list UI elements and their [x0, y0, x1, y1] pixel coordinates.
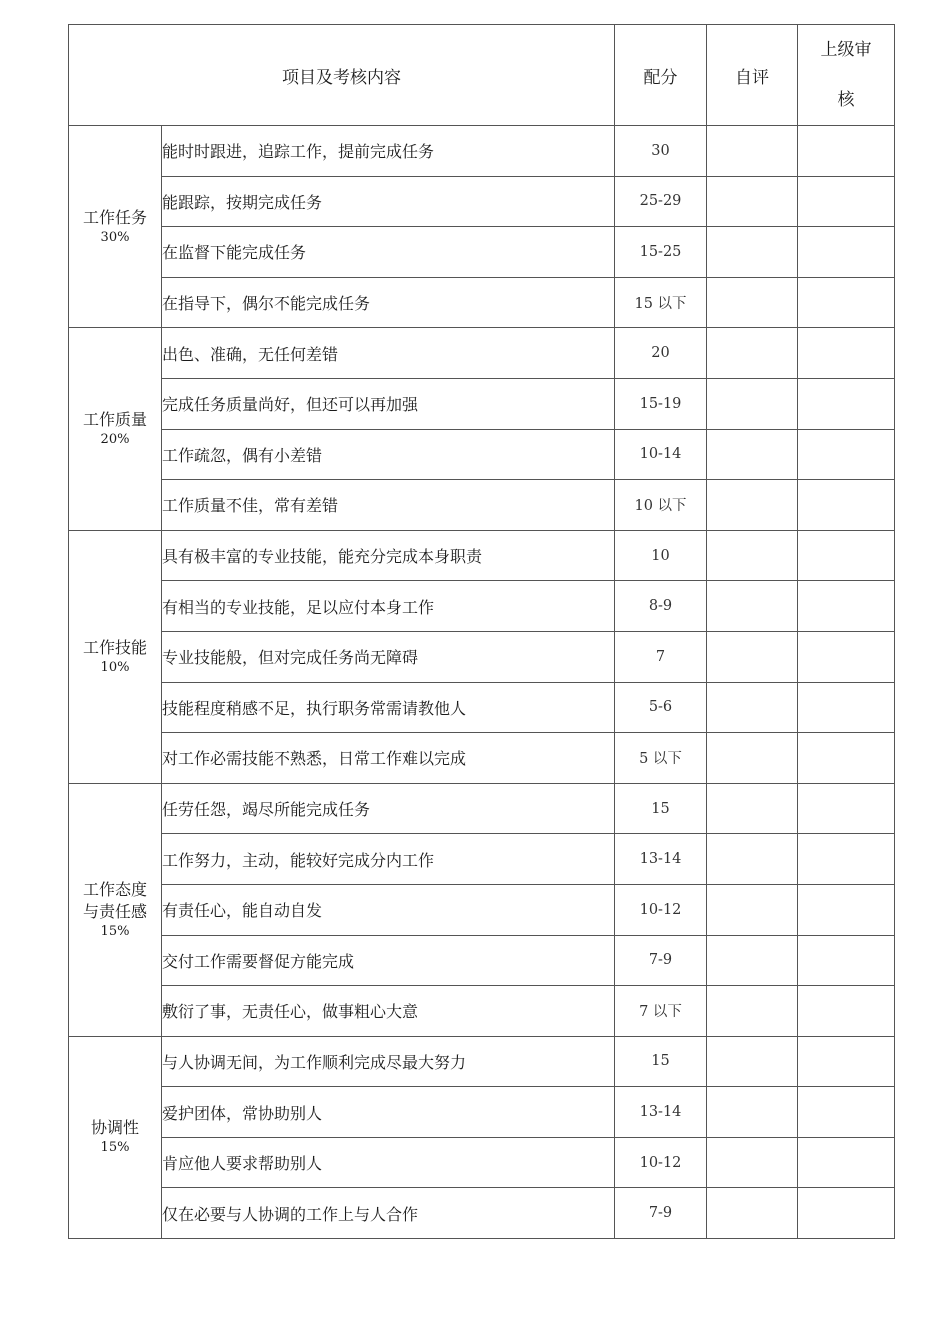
table-row: [69, 834, 895, 885]
category-percent: 20%: [100, 432, 130, 448]
self-eval-cell[interactable]: [707, 733, 798, 784]
category-name: 工作技能: [82, 637, 147, 657]
superior-review-cell[interactable]: [798, 631, 895, 682]
item-text: 能时时跟进，追踪工作，提前完成任务: [162, 126, 615, 177]
self-eval-cell[interactable]: [707, 126, 798, 177]
header-score: 配分: [615, 25, 707, 126]
self-eval-cell[interactable]: [707, 834, 798, 885]
self-eval-cell[interactable]: [707, 1188, 798, 1239]
item-text: 在指导下，偶尔不能完成任务: [162, 277, 615, 328]
item-score: 13-14: [615, 834, 707, 885]
header-content: 项目及考核内容: [69, 25, 615, 126]
superior-review-cell[interactable]: [798, 328, 895, 379]
item-text: 与人协调无间，为工作顺利完成尽最大努力: [162, 1036, 615, 1087]
superior-review-cell[interactable]: [798, 884, 895, 935]
header-superior-review: 上级审 核: [798, 25, 895, 126]
table-row: [69, 1036, 895, 1087]
item-text: 在监督下能完成任务: [162, 227, 615, 278]
item-text: 出色、准确，无任何差错: [162, 328, 615, 379]
table-row: [69, 682, 895, 733]
item-score: 5-6: [615, 682, 707, 733]
self-eval-cell[interactable]: [707, 1087, 798, 1138]
category-name-line2: 与责任感: [82, 901, 147, 921]
self-eval-cell[interactable]: [707, 429, 798, 480]
category-name-line1: 工作态度: [82, 879, 147, 899]
table-row: [69, 176, 895, 227]
category-name: 工作质量: [82, 410, 147, 430]
superior-review-cell[interactable]: [798, 530, 895, 581]
table-row: [69, 328, 895, 379]
item-score: 10-12: [615, 884, 707, 935]
category-percent: 10%: [100, 659, 130, 675]
superior-review-cell[interactable]: [798, 176, 895, 227]
table-row: [69, 581, 895, 632]
category-name: 工作任务: [82, 207, 147, 227]
category-work-skill: [69, 530, 162, 783]
superior-review-cell[interactable]: [798, 581, 895, 632]
table-row: [69, 1087, 895, 1138]
superior-review-cell[interactable]: [798, 783, 895, 834]
item-score: 7-9: [615, 1188, 707, 1239]
superior-review-cell[interactable]: [798, 126, 895, 177]
item-score: 15 以下: [615, 277, 707, 328]
superior-review-cell[interactable]: [798, 429, 895, 480]
header-row: [69, 25, 895, 126]
superior-review-cell[interactable]: [798, 682, 895, 733]
item-score: 30: [615, 126, 707, 177]
category-work-task: [69, 126, 162, 328]
table-row: [69, 227, 895, 278]
item-text: 能跟踪，按期完成任务: [162, 176, 615, 227]
table-row: [69, 783, 895, 834]
item-text: 肯应他人要求帮助别人: [162, 1137, 615, 1188]
self-eval-cell[interactable]: [707, 783, 798, 834]
superior-review-cell[interactable]: [798, 986, 895, 1037]
item-text: 工作疏忽，偶有小差错: [162, 429, 615, 480]
self-eval-cell[interactable]: [707, 581, 798, 632]
item-score: 5 以下: [615, 733, 707, 784]
item-score: 7 以下: [615, 986, 707, 1037]
item-score: 10-14: [615, 429, 707, 480]
table-row: [69, 429, 895, 480]
superior-review-cell[interactable]: [798, 733, 895, 784]
self-eval-cell[interactable]: [707, 986, 798, 1037]
table-row: [69, 277, 895, 328]
table-row: [69, 1188, 895, 1239]
item-text: 工作质量不佳，常有差错: [162, 480, 615, 531]
table-row: [69, 126, 895, 177]
self-eval-cell[interactable]: [707, 328, 798, 379]
superior-review-cell[interactable]: [798, 378, 895, 429]
category-work-attitude: [69, 783, 162, 1036]
self-eval-cell[interactable]: [707, 884, 798, 935]
item-text: 任劳任怨，竭尽所能完成任务: [162, 783, 615, 834]
item-score: 15: [615, 1036, 707, 1087]
item-text: 具有极丰富的专业技能，能充分完成本身职责: [162, 530, 615, 581]
item-text: 交付工作需要督促方能完成: [162, 935, 615, 986]
category-percent: 15%: [100, 1140, 130, 1156]
self-eval-cell[interactable]: [707, 631, 798, 682]
item-text: 完成任务质量尚好，但还可以再加强: [162, 378, 615, 429]
item-text: 仅在必要与人协调的工作上与人合作: [162, 1188, 615, 1239]
evaluation-table: [68, 24, 895, 1239]
table-row: [69, 530, 895, 581]
item-score: 8-9: [615, 581, 707, 632]
item-score: 10: [615, 530, 707, 581]
item-score: 13-14: [615, 1087, 707, 1138]
self-eval-cell[interactable]: [707, 378, 798, 429]
item-score: 20: [615, 328, 707, 379]
self-eval-cell[interactable]: [707, 277, 798, 328]
superior-review-cell[interactable]: [798, 1036, 895, 1087]
superior-review-cell[interactable]: [798, 227, 895, 278]
header-self-eval: 自评: [707, 25, 798, 126]
category-coordination: [69, 1036, 162, 1238]
item-text: 对工作必需技能不熟悉，日常工作难以完成: [162, 733, 615, 784]
table-row: [69, 884, 895, 935]
table-row: [69, 986, 895, 1037]
item-text: 专业技能般，但对完成任务尚无障碍: [162, 631, 615, 682]
category-name: 协调性: [90, 1118, 139, 1138]
category-percent: 30%: [100, 229, 130, 245]
table-row: [69, 631, 895, 682]
item-score: 10 以下: [615, 480, 707, 531]
table-row: [69, 1137, 895, 1188]
item-text: 敷衍了事，无责任心，做事粗心大意: [162, 986, 615, 1037]
category-percent: 15%: [100, 923, 130, 939]
self-eval-cell[interactable]: [707, 1137, 798, 1188]
item-text: 有责任心，能自动自发: [162, 884, 615, 935]
table-row: [69, 378, 895, 429]
item-text: 工作努力，主动，能较好完成分内工作: [162, 834, 615, 885]
item-text: 爱护团体，常协助别人: [162, 1087, 615, 1138]
superior-review-cell[interactable]: [798, 277, 895, 328]
item-score: 15-25: [615, 227, 707, 278]
superior-review-cell[interactable]: [798, 1137, 895, 1188]
item-score: 25-29: [615, 176, 707, 227]
item-text: 技能程度稍感不足，执行职务常需请教他人: [162, 682, 615, 733]
table-row: [69, 480, 895, 531]
superior-review-cell[interactable]: [798, 935, 895, 986]
item-score: 10-12: [615, 1137, 707, 1188]
superior-review-cell[interactable]: [798, 834, 895, 885]
item-text: 有相当的专业技能，足以应付本身工作: [162, 581, 615, 632]
self-eval-cell[interactable]: [707, 682, 798, 733]
superior-review-cell[interactable]: [798, 1087, 895, 1138]
item-score: 15: [615, 783, 707, 834]
self-eval-cell[interactable]: [707, 1036, 798, 1087]
superior-review-cell[interactable]: [798, 1188, 895, 1239]
item-score: 7-9: [615, 935, 707, 986]
self-eval-cell[interactable]: [707, 480, 798, 531]
item-score: 7: [615, 631, 707, 682]
self-eval-cell[interactable]: [707, 176, 798, 227]
self-eval-cell[interactable]: [707, 935, 798, 986]
category-work-quality: [69, 328, 162, 530]
superior-review-cell[interactable]: [798, 480, 895, 531]
item-score: 15-19: [615, 378, 707, 429]
table-row: [69, 733, 895, 784]
self-eval-cell[interactable]: [707, 530, 798, 581]
self-eval-cell[interactable]: [707, 227, 798, 278]
table-row: [69, 935, 895, 986]
